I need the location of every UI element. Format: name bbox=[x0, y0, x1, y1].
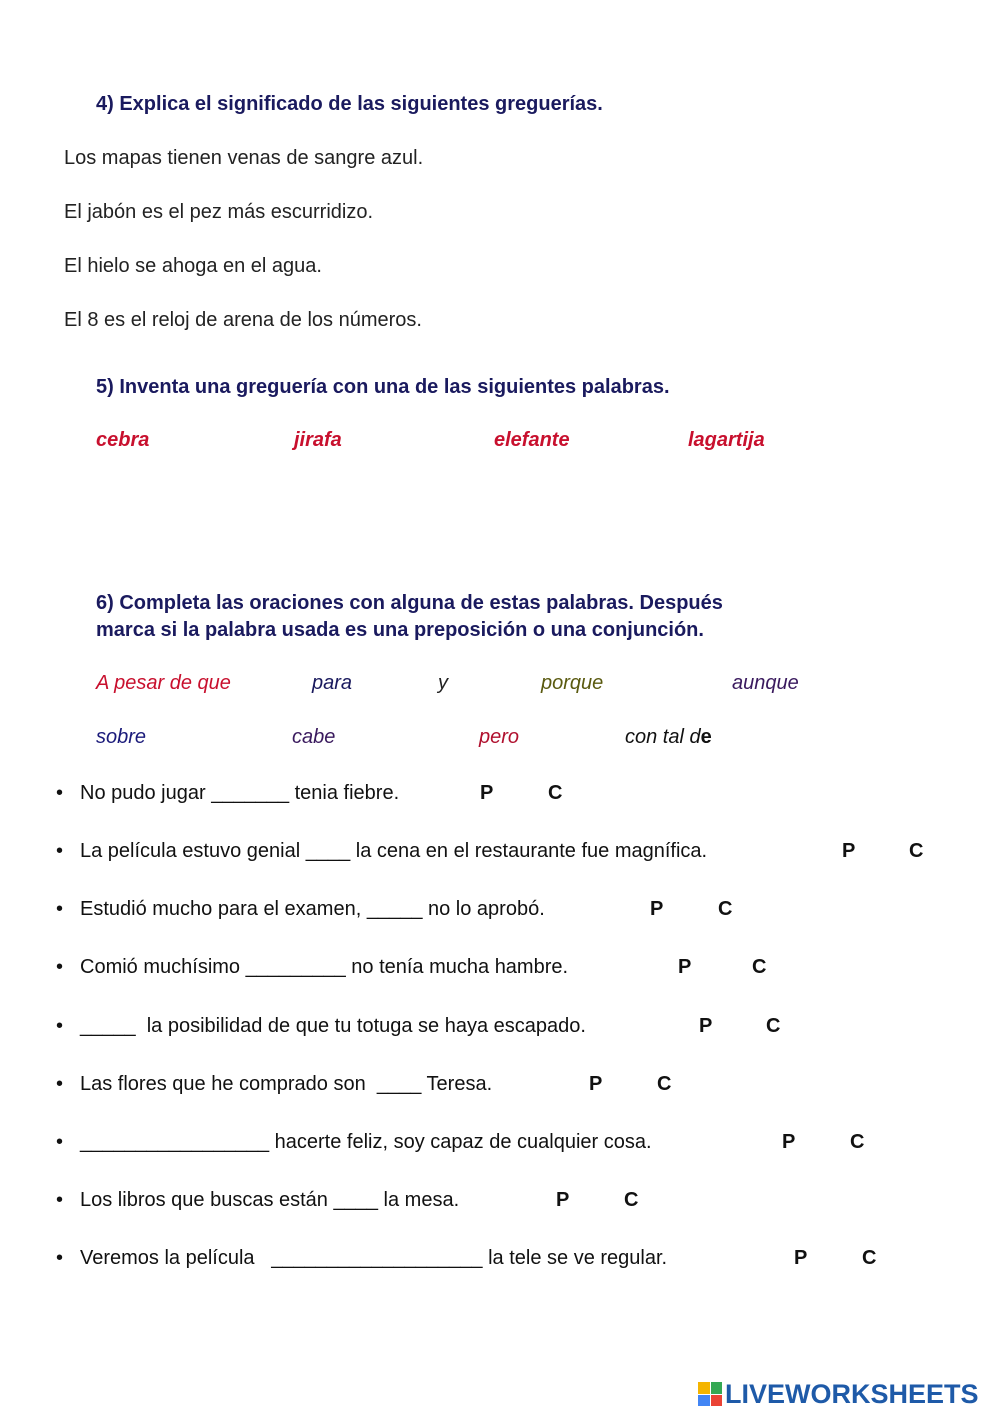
sentence-text: Estudió mucho para el examen, _____ no lo aprobó. bbox=[80, 898, 545, 920]
p-option[interactable]: P bbox=[480, 782, 494, 804]
sentence-text: Comió muchísimo _________ no tenía mucha hambre. bbox=[80, 956, 569, 978]
p-option[interactable]: P bbox=[699, 1015, 713, 1037]
word-bank-item bbox=[625, 726, 712, 749]
p-option[interactable]: P bbox=[794, 1247, 808, 1269]
bullet: • bbox=[56, 1131, 64, 1153]
sentence-text: No pudo jugar _______ tenia fiebre. bbox=[80, 782, 400, 804]
c-option[interactable]: C bbox=[657, 1073, 672, 1095]
bullet: • bbox=[56, 898, 64, 920]
bullet: • bbox=[56, 840, 64, 862]
gregueria-line: El jabón es el pez más escurridizo. bbox=[64, 201, 374, 223]
word-bank-item: y bbox=[438, 672, 448, 694]
liveworksheets-logo-icon bbox=[698, 1382, 722, 1406]
sentence-row bbox=[56, 898, 545, 921]
sentence-row bbox=[56, 840, 707, 863]
gregueria-line: El 8 es el reloj de arena de los números. bbox=[64, 309, 422, 331]
section-6-heading-line-2: marca si la palabra usada es una preposición o una conjunción. bbox=[96, 619, 704, 641]
logo-square bbox=[698, 1395, 710, 1407]
c-option[interactable]: C bbox=[766, 1015, 781, 1037]
sentence-text: Las flores que he comprado son ____ Teresa. bbox=[80, 1073, 493, 1095]
logo-text: LIVEWORKSHEETS bbox=[725, 1378, 979, 1409]
bullet: • bbox=[56, 782, 64, 804]
sentence-row bbox=[56, 1015, 586, 1038]
word-bank-item: cabe bbox=[292, 726, 336, 748]
bullet: • bbox=[56, 1189, 64, 1211]
p-option[interactable]: P bbox=[556, 1189, 570, 1211]
sentence-text: _____ la posibilidad de que tu totuga se haya escapado. bbox=[80, 1015, 586, 1037]
liveworksheets-logo[interactable] bbox=[698, 1378, 979, 1410]
bullet: • bbox=[56, 1247, 64, 1269]
word-bank-item: A pesar de que bbox=[96, 672, 231, 694]
sentence-row bbox=[56, 782, 399, 805]
sentence-text: _________________ hacerte feliz, soy capaz de cualquier cosa. bbox=[80, 1131, 652, 1153]
word-bank-item-part: con tal d bbox=[625, 726, 701, 748]
c-option[interactable]: C bbox=[624, 1189, 639, 1211]
word-option: jirafa bbox=[294, 429, 342, 451]
c-option[interactable]: C bbox=[909, 840, 924, 862]
sentence-row bbox=[56, 956, 568, 979]
bullet: • bbox=[56, 1015, 64, 1037]
sentence-row bbox=[56, 1189, 459, 1212]
p-option[interactable]: P bbox=[678, 956, 692, 978]
word-option: lagartija bbox=[688, 429, 765, 451]
word-bank-item-part-bold: e bbox=[700, 726, 712, 748]
sentence-row bbox=[56, 1073, 492, 1096]
word-option: cebra bbox=[96, 429, 150, 451]
c-option[interactable]: C bbox=[548, 782, 563, 804]
logo-square bbox=[711, 1382, 723, 1394]
c-option[interactable]: C bbox=[752, 956, 767, 978]
word-bank-item: aunque bbox=[732, 672, 799, 694]
word-bank-item: para bbox=[312, 672, 353, 694]
word-bank-item: pero bbox=[479, 726, 520, 748]
logo-square bbox=[698, 1382, 710, 1394]
p-option[interactable]: P bbox=[842, 840, 856, 862]
word-option: elefante bbox=[494, 429, 570, 451]
sentence-text: Los libros que buscas están ____ la mesa. bbox=[80, 1189, 460, 1211]
c-option[interactable]: C bbox=[850, 1131, 865, 1153]
word-bank-item: sobre bbox=[96, 726, 147, 748]
section-5-heading: 5) Inventa una greguería con una de las siguientes palabras. bbox=[96, 376, 670, 398]
section-6-heading-line-1: 6) Completa las oraciones con alguna de estas palabras. Después bbox=[96, 592, 723, 614]
gregueria-line: Los mapas tienen venas de sangre azul. bbox=[64, 147, 424, 169]
bullet: • bbox=[56, 1073, 64, 1095]
sentence-text: La película estuvo genial ____ la cena en el restaurante fue magnífica. bbox=[80, 840, 708, 862]
section-6-heading bbox=[96, 590, 723, 644]
sentence-text: Veremos la película ___________________ la tele se ve regular. bbox=[80, 1247, 668, 1269]
p-option[interactable]: P bbox=[589, 1073, 603, 1095]
logo-square bbox=[711, 1395, 723, 1407]
bullet: • bbox=[56, 956, 64, 978]
section-4-heading: 4) Explica el significado de las siguientes greguerías. bbox=[96, 93, 603, 115]
p-option[interactable]: P bbox=[650, 898, 664, 920]
c-option[interactable]: C bbox=[862, 1247, 877, 1269]
sentence-row bbox=[56, 1247, 667, 1270]
gregueria-line: El hielo se ahoga en el agua. bbox=[64, 255, 322, 277]
c-option[interactable]: C bbox=[718, 898, 733, 920]
p-option[interactable]: P bbox=[782, 1131, 796, 1153]
word-bank-item: porque bbox=[541, 672, 604, 694]
sentence-row bbox=[56, 1131, 652, 1154]
